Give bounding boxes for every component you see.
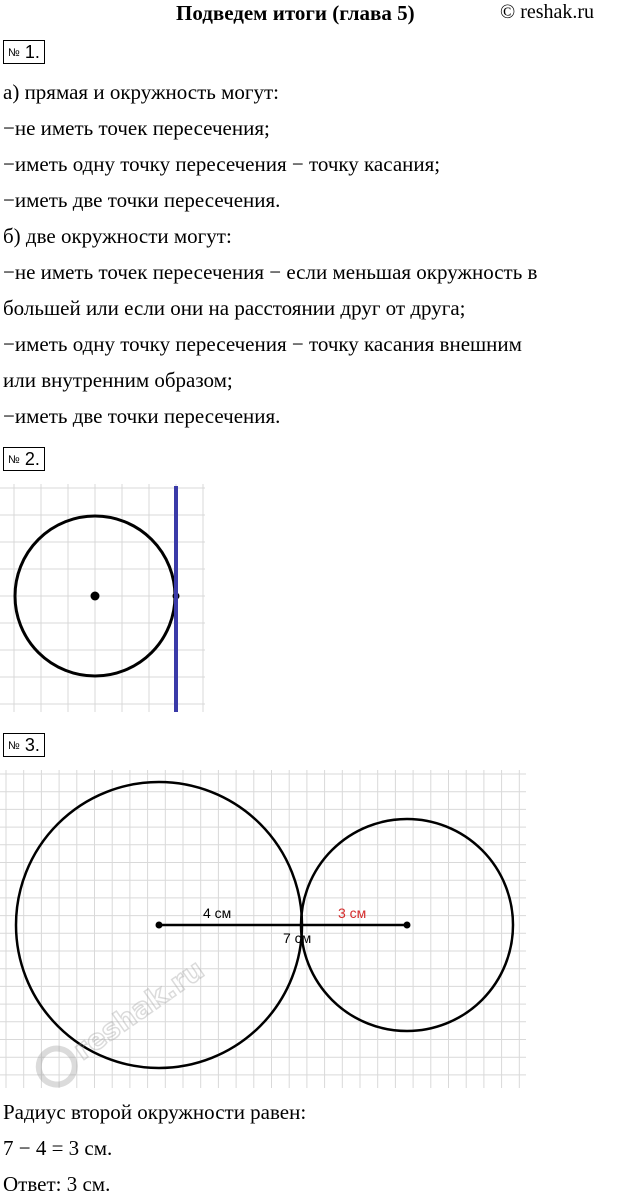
text-line: −иметь одну точку пересечения − точку касания внешним	[3, 332, 522, 356]
text-line: или внутренним образом;	[3, 368, 233, 392]
big-circle-center	[156, 922, 163, 929]
task-number: 1.	[24, 42, 40, 62]
copyright-notice: © reshak.ru	[500, 1, 595, 23]
distance-label: 7 см	[283, 930, 312, 946]
task-number: 3.	[24, 735, 40, 755]
answer-line: Радиус второй окружности равен:	[3, 1100, 307, 1124]
text-line: б) две окружности могут:	[3, 224, 232, 248]
text-line: −иметь две точки пересечения.	[3, 404, 281, 428]
page-title: Подведем итоги (глава 5)	[176, 1, 415, 25]
task-3-badge	[3, 733, 45, 757]
text-line: −не иметь точек пересечения;	[3, 116, 270, 140]
line-tangent-figure	[0, 484, 210, 714]
text-line: −не иметь точек пересечения − если меньшая окружность в	[3, 260, 538, 284]
task-2-badge	[3, 447, 45, 471]
text-line: большей или если они на расстоянии друг от друга;	[3, 296, 466, 320]
watermark-text: reshak.ru	[67, 952, 211, 1067]
task-1-badge	[3, 40, 45, 64]
number-sign: №	[8, 47, 20, 59]
text-line: −иметь одну точку пересечения − точку касания;	[3, 152, 441, 176]
circle-center	[91, 592, 100, 601]
text-line: −иметь две точки пересечения.	[3, 188, 281, 212]
task-number: 2.	[24, 449, 40, 469]
answer-line: Ответ: 3 см.	[3, 1172, 111, 1196]
radius-small-label: 3 см	[338, 905, 367, 921]
number-sign: №	[8, 454, 20, 466]
radius-big-label: 4 см	[203, 905, 232, 921]
answer-line: 7 − 4 = 3 см.	[3, 1136, 113, 1160]
text-line: а) прямая и окружность могут:	[3, 80, 279, 104]
small-circle-center	[404, 922, 411, 929]
number-sign: №	[8, 740, 20, 752]
page-header	[0, 0, 640, 26]
